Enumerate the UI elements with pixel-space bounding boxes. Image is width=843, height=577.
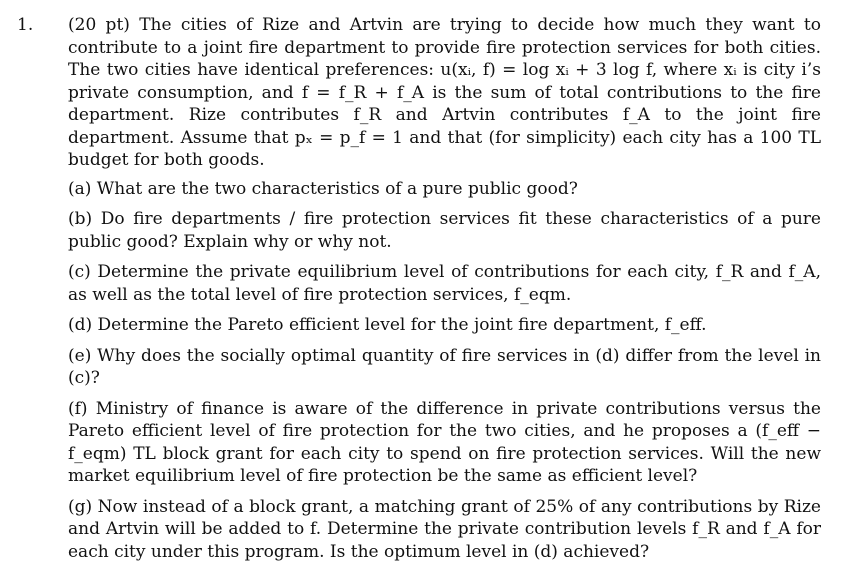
part-g-text: (g) Now instead of a block grant, a matching grant of 25% of any contributions by Rize and Artvin will be added to f. Determine the private contribution levels f_R and f_A for each city under this program. Is the optimum level in (d) achieved? — [68, 496, 821, 562]
part-b-text: (b) Do fire departments / fire protection services fit these characteristics of a pure public good? Explain why or why not. — [68, 209, 821, 252]
part-c-text: (c) Determine the private equilibrium level of contributions for each city, f_R and f_A, as well as the total level of fire protection services, f_eqm. — [68, 262, 821, 305]
part-a-text: (a) What are the two characteristics of a pure public good? — [68, 178, 578, 199]
part-e-text: (e) Why does the socially optimal quantity of fire services in (d) differ from the level in (c)? — [68, 345, 821, 388]
part-a — [68, 178, 821, 201]
part-g — [68, 496, 821, 564]
problem-intro: (20 pt) The cities of Rize and Artvin are trying to decide how much they want to contribute to a joint fire department to provide fire protection services for both cities. The two cities have identical preferences: u(xᵢ, f) = log xᵢ + 3 log f, where xᵢ is city i’s private consumption, and f = f_R + f_A is the sum of total contributions to the fire department. Rize contributes f_R and Artvin contributes f_A to the joint fire department. Assume that pₓ = p_f = 1 and that (for simplicity) each city has a 100 TL budget for both goods. — [68, 15, 821, 170]
part-b — [68, 208, 821, 253]
part-d — [68, 314, 821, 337]
part-c — [68, 261, 821, 306]
part-d-text: (d) Determine the Pareto efficient level for the joint fire department, f_eff. — [68, 315, 707, 335]
problem-1 — [17, 14, 821, 563]
problem-number: 1. — [17, 15, 34, 35]
part-f — [68, 398, 821, 488]
part-e — [68, 345, 821, 390]
part-f-text: (f) Ministry of finance is aware of the difference in private contributions versus the Pareto efficient level of fire protection for the two cities, and he proposes a (f_eff − f_eqm) TL block grant for each city to spend on fire protection services. Will the new market equilibrium level of fire protection be the same as efficient level? — [68, 398, 821, 486]
